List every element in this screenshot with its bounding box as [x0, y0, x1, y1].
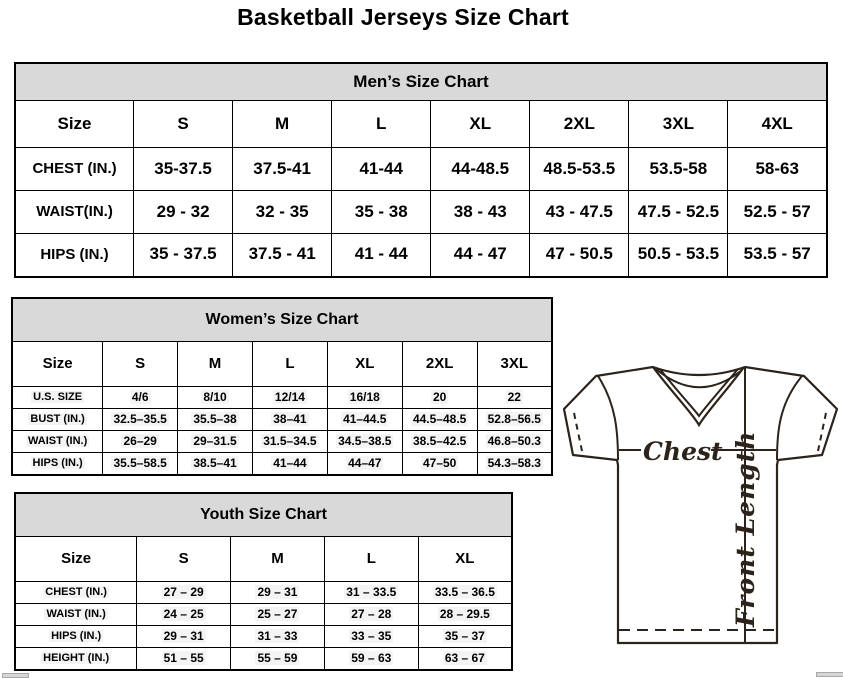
highlighted-text: 38–41 [273, 411, 307, 426]
table-title: Women’s Size Chart [12, 298, 552, 342]
value-cell: 35 - 38 [332, 191, 431, 234]
value-cell [252, 453, 327, 475]
value-cell [418, 582, 512, 604]
highlighted-text: 20 [432, 389, 447, 404]
value-cell: 41 - 44 [332, 234, 431, 277]
value-cell [324, 626, 418, 648]
value-cell [324, 604, 418, 626]
highlighted-text: HIPS (IN.) [32, 457, 83, 470]
value-cell [418, 648, 512, 670]
value-cell: 38 - 43 [431, 191, 530, 234]
scrollbar-fragment-right[interactable] [816, 672, 843, 677]
size-column-header: M [231, 537, 325, 582]
highlighted-text: 24 – 25 [163, 606, 204, 621]
value-cell: 53.5-58 [629, 148, 728, 191]
value-cell [327, 453, 402, 475]
size-column-header: S [103, 342, 178, 387]
value-cell [231, 648, 325, 670]
value-cell [231, 582, 325, 604]
highlighted-text: 34.5–38.5 [338, 433, 392, 448]
value-cell [324, 582, 418, 604]
highlighted-text: 35.5–58.5 [113, 455, 167, 470]
highlighted-text: 35.5–38 [193, 411, 237, 426]
highlighted-text: 41–44 [273, 455, 307, 470]
value-cell [178, 431, 253, 453]
size-label: Size [15, 101, 134, 148]
highlighted-text: 44.5–48.5 [412, 411, 467, 426]
highlighted-text: 33 – 35 [351, 628, 392, 643]
highlighted-text: WAIST (IN.) [27, 435, 88, 448]
size-column-header: L [252, 342, 327, 387]
highlighted-text: 59 – 63 [351, 650, 392, 665]
value-cell [252, 387, 327, 409]
highlighted-text: 52.8–56.5 [487, 411, 541, 426]
value-cell [178, 387, 253, 409]
value-cell [402, 431, 477, 453]
highlighted-text: BUST (IN.) [30, 413, 85, 426]
size-column-header: S [134, 101, 233, 148]
jersey-measurement-diagram [558, 362, 843, 657]
womens-size-chart-table [11, 297, 553, 476]
value-cell [103, 409, 178, 431]
size-column-header: XL [431, 101, 530, 148]
table-row [15, 234, 827, 277]
value-cell [327, 409, 402, 431]
highlighted-text: 33.5 – 36.5 [434, 584, 495, 599]
value-cell [477, 431, 552, 453]
youth-size-chart-table [14, 492, 513, 671]
highlighted-text: 4/6 [131, 389, 149, 404]
row-label [12, 409, 103, 431]
size-column-header: 2XL [402, 342, 477, 387]
highlighted-text: HIPS (IN.) [51, 630, 102, 643]
size-column-header: M [178, 342, 253, 387]
value-cell [252, 431, 327, 453]
highlighted-text: 29 – 31 [257, 584, 298, 599]
table-row [12, 453, 552, 475]
row-label [12, 453, 103, 475]
table-title-row [15, 493, 512, 537]
highlighted-text: 31.5–34.5 [263, 433, 317, 448]
front-length-label: Front Length [731, 430, 760, 627]
highlighted-text: 47–50 [422, 455, 457, 470]
value-cell [178, 409, 253, 431]
value-cell [252, 409, 327, 431]
value-cell: 35 - 37.5 [134, 234, 233, 277]
row-label [15, 582, 137, 604]
highlighted-text: WAIST (IN.) [46, 608, 106, 621]
value-cell: 32 - 35 [233, 191, 332, 234]
value-cell [327, 431, 402, 453]
table-title-row [12, 298, 552, 342]
table-title-row [15, 63, 827, 101]
value-cell [137, 604, 231, 626]
highlighted-text: 38.5–41 [193, 455, 237, 470]
size-column-header: S [137, 537, 231, 582]
value-cell: 37.5-41 [233, 148, 332, 191]
highlighted-text: 54.3–58.3 [487, 455, 541, 470]
size-column-header: L [324, 537, 418, 582]
size-column-header: M [233, 101, 332, 148]
value-cell: 44-48.5 [431, 148, 530, 191]
size-header-row [15, 101, 827, 148]
highlighted-text: CHEST (IN.) [45, 586, 107, 599]
table-row [12, 431, 552, 453]
mens-size-chart-table [14, 62, 828, 278]
highlighted-text: 51 – 55 [163, 650, 204, 665]
size-label: Size [12, 342, 103, 387]
row-label: WAIST(IN.) [15, 191, 134, 234]
row-label [12, 431, 103, 453]
size-column-header: 4XL [728, 101, 827, 148]
value-cell [477, 409, 552, 431]
value-cell [402, 387, 477, 409]
table-row [15, 191, 827, 234]
table-title: Men’s Size Chart [15, 63, 827, 101]
value-cell: 37.5 - 41 [233, 234, 332, 277]
value-cell: 47 - 50.5 [530, 234, 629, 277]
value-cell [231, 604, 325, 626]
highlighted-text: U.S. SIZE [33, 391, 83, 404]
value-cell [103, 453, 178, 475]
row-label: HIPS (IN.) [15, 234, 134, 277]
chest-label: Chest [643, 437, 723, 466]
value-cell [324, 648, 418, 670]
value-cell: 48.5-53.5 [530, 148, 629, 191]
value-cell: 44 - 47 [431, 234, 530, 277]
value-cell [178, 453, 253, 475]
size-header-row [12, 342, 552, 387]
scrollbar-fragment-left[interactable] [2, 673, 29, 678]
size-column-header: XL [327, 342, 402, 387]
value-cell [477, 453, 552, 475]
table-row [12, 387, 552, 409]
value-cell: 52.5 - 57 [728, 191, 827, 234]
value-cell [402, 409, 477, 431]
table-row [15, 582, 512, 604]
value-cell [477, 387, 552, 409]
value-cell [137, 582, 231, 604]
highlighted-text: 63 – 67 [444, 650, 485, 665]
value-cell: 41-44 [332, 148, 431, 191]
row-label: CHEST (IN.) [15, 148, 134, 191]
highlighted-text: 46.8–50.3 [487, 433, 541, 448]
value-cell [418, 604, 512, 626]
highlighted-text: 27 – 28 [351, 606, 392, 621]
jersey-outline [564, 367, 837, 643]
highlighted-text: 25 – 27 [257, 606, 298, 621]
size-column-header: L [332, 101, 431, 148]
value-cell [103, 431, 178, 453]
highlighted-text: 8/10 [203, 389, 227, 404]
highlighted-text: 31 – 33.5 [346, 584, 397, 599]
highlighted-text: 44–47 [348, 455, 382, 470]
row-label [15, 648, 137, 670]
value-cell: 50.5 - 53.5 [629, 234, 728, 277]
table-row [15, 626, 512, 648]
value-cell: 43 - 47.5 [530, 191, 629, 234]
highlighted-text: 55 – 59 [257, 650, 298, 665]
size-header-row [15, 537, 512, 582]
highlighted-text: 41–44.5 [343, 411, 387, 426]
row-label [15, 626, 137, 648]
highlighted-text: 29–31.5 [193, 433, 237, 448]
highlighted-text: 12/14 [274, 389, 305, 404]
value-cell [418, 626, 512, 648]
value-cell [137, 648, 231, 670]
value-cell [103, 387, 178, 409]
highlighted-text: 38.5–42.5 [412, 433, 467, 448]
highlighted-text: 26–29 [123, 433, 157, 448]
value-cell [402, 453, 477, 475]
size-column-header: 2XL [530, 101, 629, 148]
value-cell [327, 387, 402, 409]
highlighted-text: 22 [507, 389, 521, 404]
table-row [15, 604, 512, 626]
value-cell: 47.5 - 52.5 [629, 191, 728, 234]
size-column-header: 3XL [477, 342, 552, 387]
highlighted-text: 16/18 [349, 389, 380, 404]
highlighted-text: 29 – 31 [163, 628, 204, 643]
size-label: Size [15, 537, 137, 582]
page-title: Basketball Jerseys Size Chart [237, 4, 569, 30]
value-cell: 29 - 32 [134, 191, 233, 234]
table-row [12, 409, 552, 431]
table-title: Youth Size Chart [15, 493, 512, 537]
value-cell: 53.5 - 57 [728, 234, 827, 277]
value-cell [231, 626, 325, 648]
row-label [12, 387, 103, 409]
highlighted-text: 28 – 29.5 [439, 606, 490, 621]
row-label [15, 604, 137, 626]
value-cell: 35-37.5 [134, 148, 233, 191]
value-cell [137, 626, 231, 648]
table-row [15, 648, 512, 670]
size-column-header: 3XL [629, 101, 728, 148]
highlighted-text: 35 – 37 [444, 628, 485, 643]
highlighted-text: 27 – 29 [163, 584, 204, 599]
highlighted-text: HEIGHT (IN.) [43, 652, 110, 665]
highlighted-text: 31 – 33 [257, 628, 298, 643]
value-cell: 58-63 [728, 148, 827, 191]
highlighted-text: 32.5–35.5 [113, 411, 167, 426]
table-row [15, 148, 827, 191]
size-column-header: XL [418, 537, 512, 582]
